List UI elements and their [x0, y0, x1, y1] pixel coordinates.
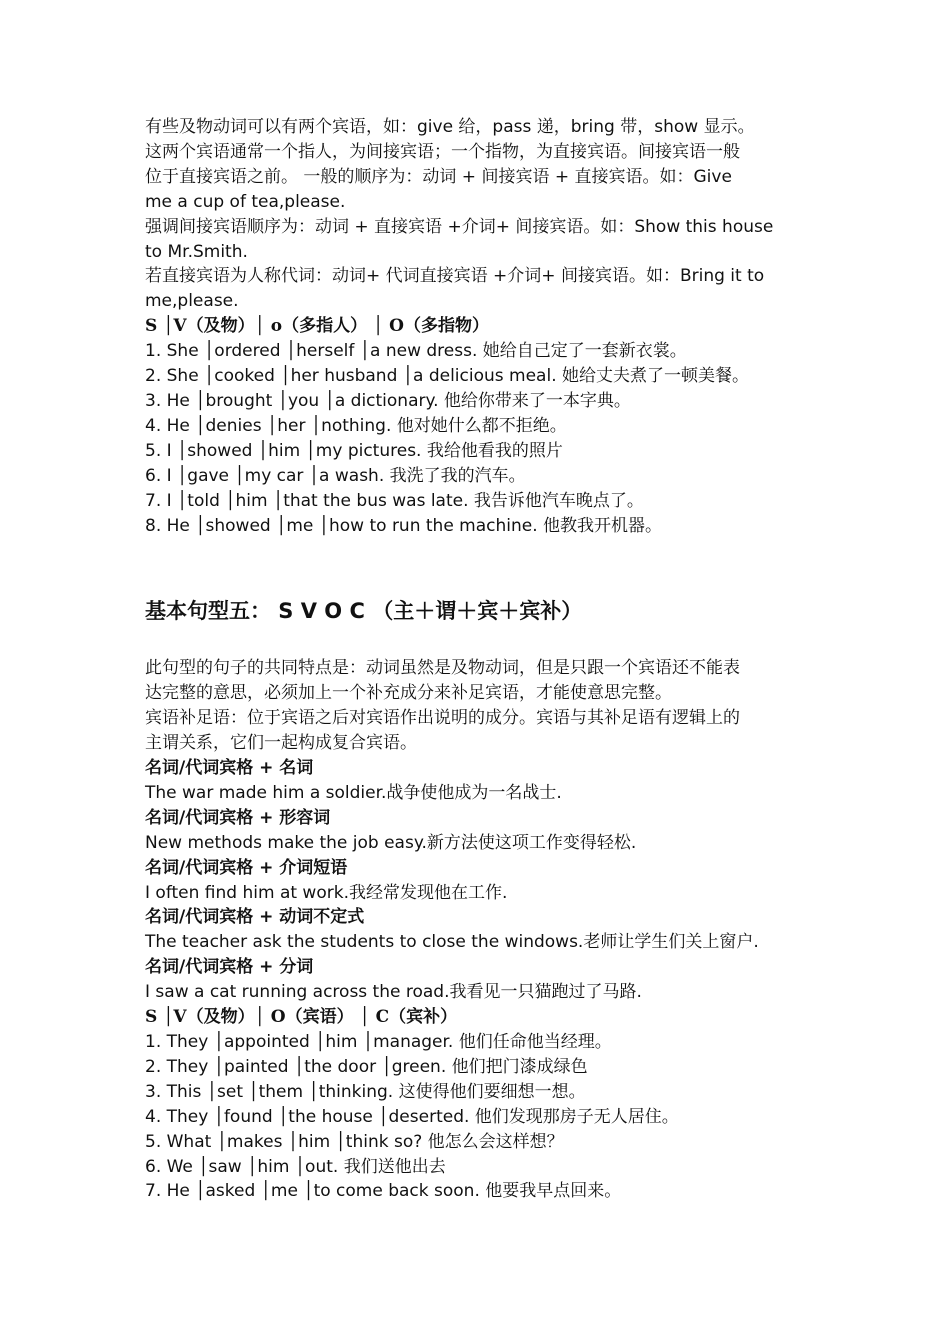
example-sentence: 8. He │showed │me │how to run the machine. 他教我开机器。 [145, 515, 663, 536]
intro-line: 这两个宾语通常一个指人，为间接宾语；一个指物，为直接宾语。间接宾语一般 [145, 141, 740, 162]
table-header-svoc: S │V（及物）│ O（宾语） │ C（宾补） [145, 1007, 458, 1028]
example-sentence: 1. She │ordered │herself │a new dress. 她给自己定了一套新衣裳。 [145, 341, 687, 362]
intro-line: 有些及物动词可以有两个宾语，如：give 给，pass 递，bring 带，show 显示。 [145, 117, 755, 137]
pattern-label: 名词/代词宾格 + 分词 [145, 957, 314, 978]
pattern-label: 名词/代词宾格 + 介词短语 [145, 857, 348, 878]
pattern-label: 名词/代词宾格 + 名词 [145, 758, 314, 779]
example-sentence: 3. He │brought │you │a dictionary. 他给你带来了一本字典。 [145, 390, 631, 411]
example-sentence: 2. They │painted │the door │green. 他们把门漆成绿色 [145, 1056, 588, 1077]
intro-line: 达完整的意思，必须加上一个补充成分来补足宾语，才能使意思完整。 [145, 683, 672, 704]
pattern-example: The war made him a soldier.战争使他成为一名战士. [145, 782, 562, 803]
example-sentence: 5. What │makes │him │think so? 他怎么会这样想？ [145, 1131, 564, 1152]
svoc-patterns [145, 756, 815, 1005]
section5-heading: 基本句型五： S V O C （主＋谓＋宾＋宾补） [145, 599, 583, 624]
example-sentence: 1. They │appointed │him │manager. 他们任命他当经理。 [145, 1032, 612, 1052]
pattern-example: New methods make the job easy.新方法使这项工作变得轻松. [145, 832, 637, 853]
example-sentence: 2. She │cooked │her husband │a delicious meal. 她给丈夫煮了一顿美餐。 [145, 366, 749, 387]
intro-line: to Mr.Smith. [145, 241, 248, 262]
intro-line: 若直接宾语为人称代词：动词+ 代词直接宾语 +介词+ 间接宾语。如：Bring it to [145, 266, 765, 287]
intro-line: 主谓关系，它们一起构成复合宾语。 [145, 733, 417, 754]
example-sentence: 5. I │showed │him │my pictures. 我给他看我的照片 [145, 440, 563, 461]
intro-line: 此句型的句子的共同特点是：动词虽然是及物动词，但是只跟一个宾语还不能表 [145, 658, 740, 679]
section5-intro [145, 656, 815, 756]
intro-line: 强调间接宾语顺序为：动词 + 直接宾语 +介词+ 间接宾语。如：Show this house [145, 216, 774, 237]
section4-intro [145, 115, 815, 314]
intro-line: 位于直接宾语之前。 一般的顺序为：动词 + 间接宾语 + 直接宾语。如：Give [145, 166, 732, 187]
intro-line: 宾语补足语：位于宾语之后对宾语作出说明的成分。宾语与其补足语有逻辑上的 [145, 708, 740, 729]
pattern-example: I often find him at work.我经常发现他在工作. [145, 882, 508, 903]
pattern-label: 名词/代词宾格 + 动词不定式 [145, 907, 365, 928]
table-header-svoo: S │V（及物）│ o（多指人） │ O（多指物） [145, 316, 489, 337]
example-sentence: 4. They │found │the house │deserted. 他们发现那房子无人居住。 [145, 1106, 679, 1127]
example-sentence: 3. This │set │them │thinking. 这使得他们要细想一想。 [145, 1081, 586, 1102]
example-sentence: 4. He │denies │her │nothing. 他对她什么都不拒绝。 [145, 415, 567, 436]
pattern-example: The teacher ask the students to close the windows.老师让学生们关上窗户. [145, 932, 759, 953]
example-sentence: 6. I │gave │my car │a wash. 我洗了我的汽车。 [145, 465, 526, 486]
document-page [145, 115, 815, 1204]
example-sentence: 6. We │saw │him │out. 我们送他出去 [145, 1156, 446, 1177]
intro-line: me,please. [145, 291, 239, 312]
pattern-label: 名词/代词宾格 + 形容词 [145, 807, 331, 828]
example-sentence: 7. I │told │him │that the bus was late. 我告诉他汽车晚点了。 [145, 490, 644, 511]
svoc-examples [145, 1030, 815, 1204]
svoo-examples [145, 339, 815, 538]
pattern-example: I saw a cat running across the road.我看见一只猫跑过了马路. [145, 982, 642, 1003]
example-sentence: 7. He │asked │me │to come back soon. 他要我早点回来。 [145, 1181, 622, 1202]
intro-line: me a cup of tea,please. [145, 191, 346, 212]
